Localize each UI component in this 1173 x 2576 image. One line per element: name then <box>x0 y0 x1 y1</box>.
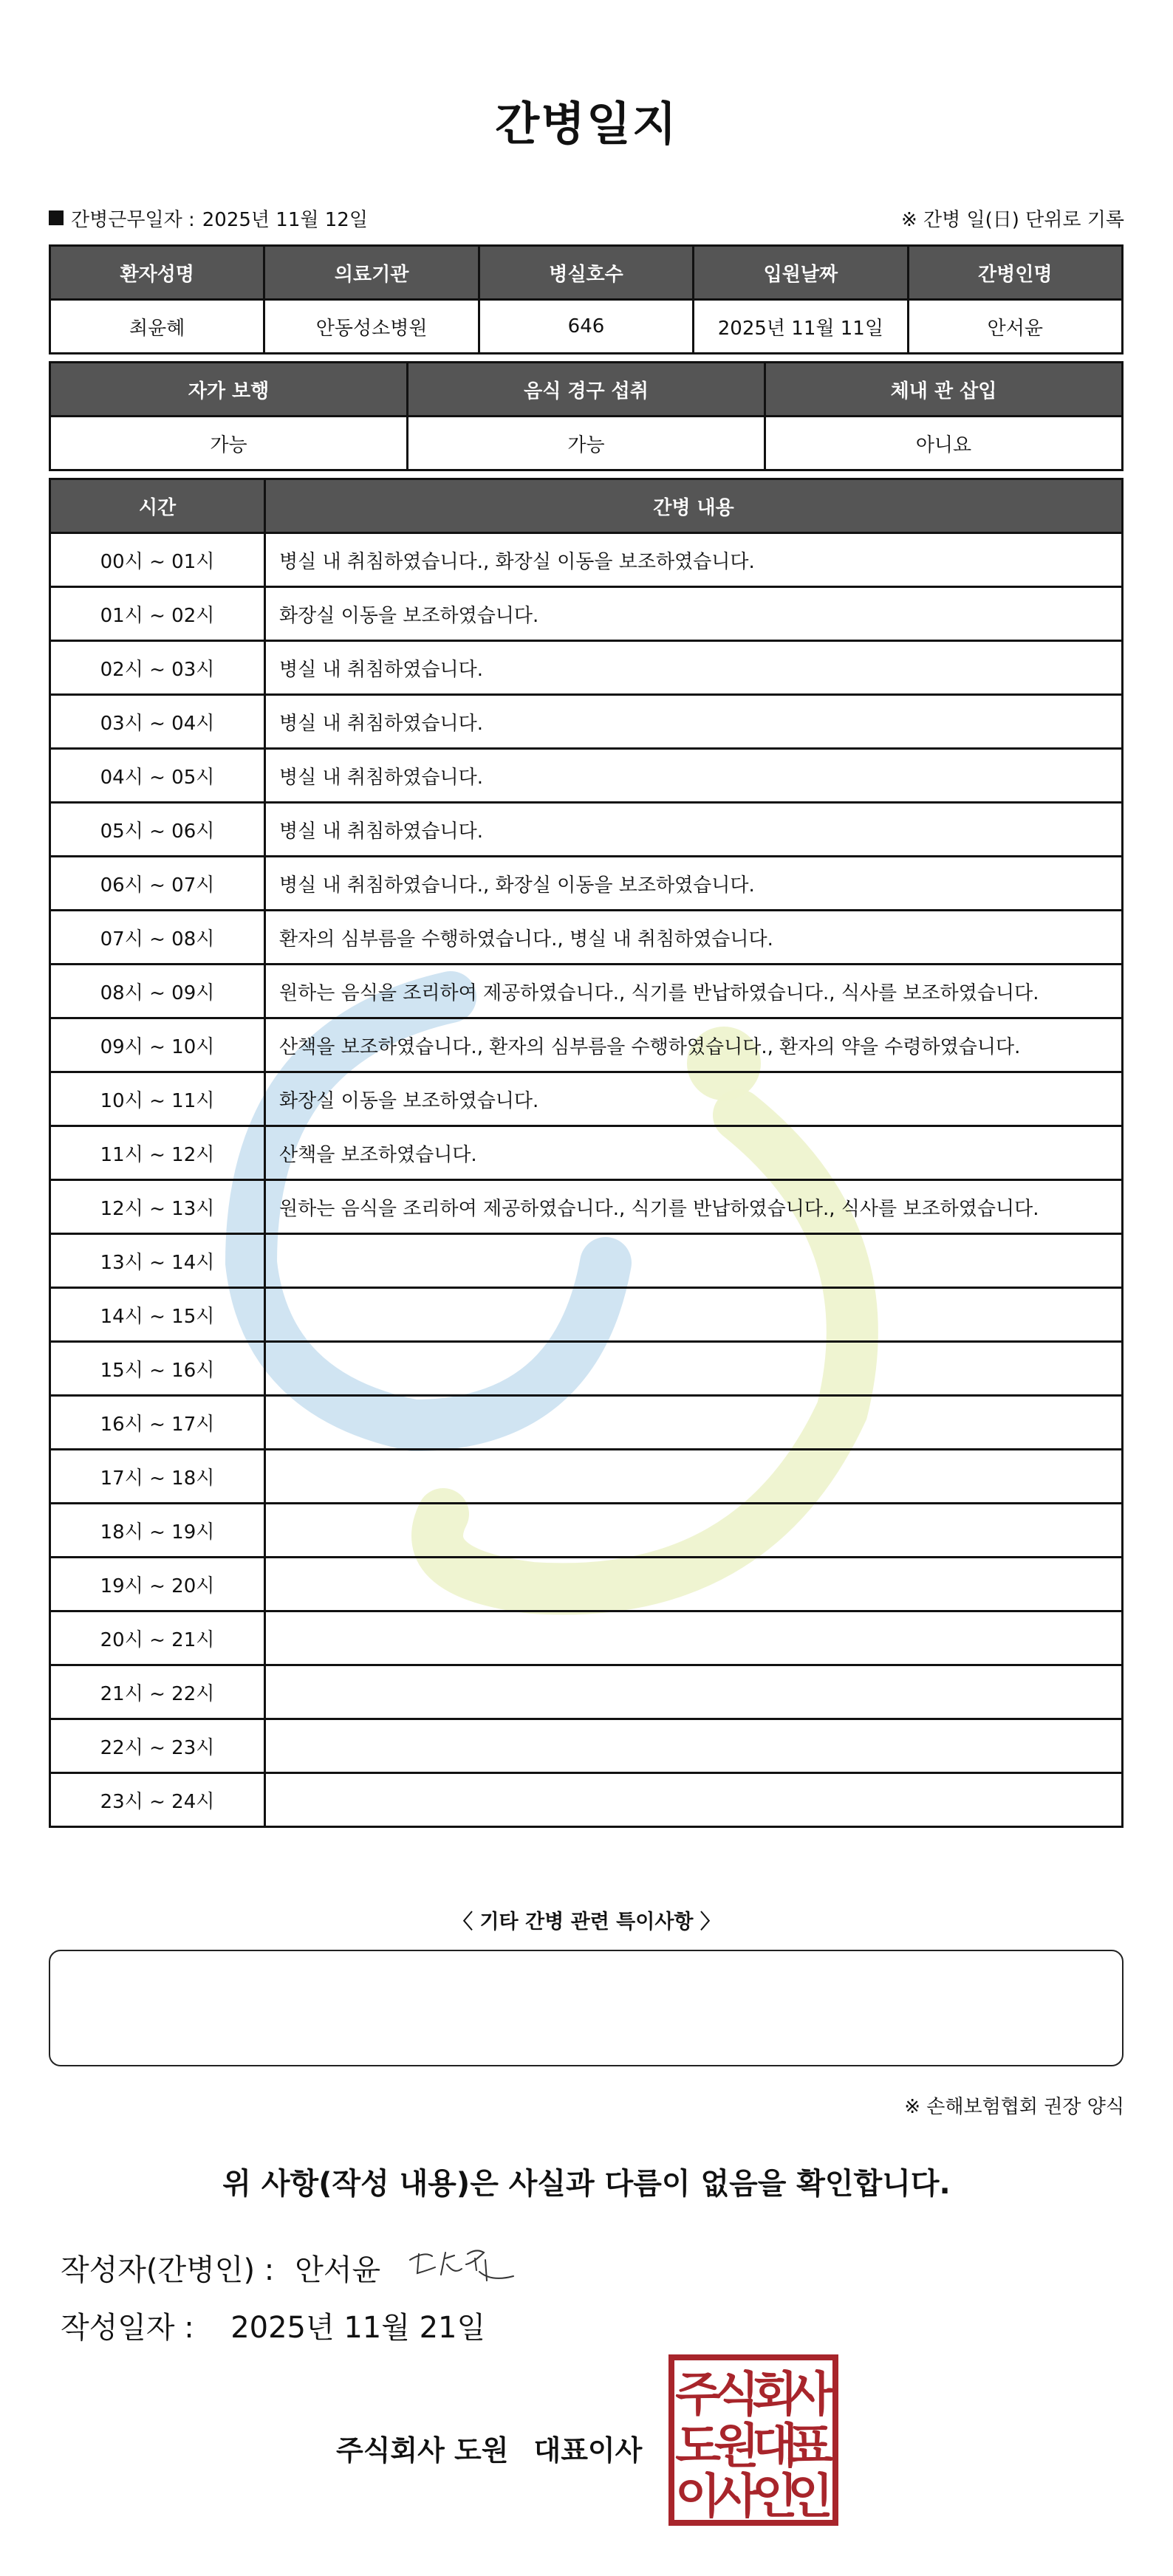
care-content-cell: 환자의 심부름을 수행하였습니다., 병실 내 취침하였습니다. <box>265 911 1123 965</box>
care-log-row <box>50 749 1123 803</box>
care-log-row <box>50 911 1123 965</box>
time-slot-cell: 06시 ~ 07시 <box>50 857 265 911</box>
time-slot-cell: 02시 ~ 03시 <box>50 641 265 695</box>
care-log-row <box>50 1611 1123 1665</box>
care-log-row <box>50 1504 1123 1558</box>
care-log-row <box>50 1180 1123 1234</box>
patient-info-table <box>49 244 1124 354</box>
room-number-value: 646 <box>479 300 693 354</box>
care-log-row <box>50 1072 1123 1126</box>
care-log-row <box>50 695 1123 749</box>
svg-text:인: 인 <box>752 2470 798 2524</box>
time-slot-cell: 22시 ~ 23시 <box>50 1719 265 1773</box>
meta-row <box>49 203 1124 233</box>
care-log-row <box>50 1719 1123 1773</box>
care-content-cell <box>265 1558 1123 1611</box>
care-content-cell <box>265 1450 1123 1504</box>
company-rep-title: 대표이사 <box>533 2434 643 2467</box>
other-notes-title: 〈 기타 간병 관련 특이사항 〉 <box>453 1911 720 1933</box>
care-content-cell <box>265 1773 1123 1827</box>
header-oral-intake: 음식 경구 섭취 <box>408 363 765 417</box>
time-slot-cell: 15시 ~ 16시 <box>50 1342 265 1396</box>
svg-text:대: 대 <box>752 2419 798 2474</box>
care-log-row <box>50 587 1123 641</box>
care-log-row <box>50 1665 1123 1719</box>
care-log-row <box>50 641 1123 695</box>
time-slot-cell: 19시 ~ 20시 <box>50 1558 265 1611</box>
header-hospital: 의료기관 <box>264 246 479 300</box>
care-content-cell: 화장실 이동을 보조하였습니다. <box>265 587 1123 641</box>
svg-text:도: 도 <box>675 2419 721 2474</box>
patient-info-value-row <box>50 300 1123 354</box>
time-slot-cell: 11시 ~ 12시 <box>50 1126 265 1180</box>
time-slot-cell: 14시 ~ 15시 <box>50 1288 265 1342</box>
care-log-row <box>50 1288 1123 1342</box>
company-line <box>336 2428 642 2468</box>
page-title: 간병일지 <box>495 97 678 151</box>
care-content-cell <box>265 1719 1123 1773</box>
tube-insertion-value: 아니요 <box>765 417 1123 470</box>
square-bullet-icon <box>49 210 64 225</box>
time-slot-cell: 08시 ~ 09시 <box>50 965 265 1018</box>
time-slot-cell: 16시 ~ 17시 <box>50 1396 265 1450</box>
walking-value: 가능 <box>50 417 408 470</box>
care-log-table <box>49 478 1124 1828</box>
time-slot-cell: 09시 ~ 10시 <box>50 1018 265 1072</box>
patient-name-value: 최윤혜 <box>50 300 264 354</box>
confirmation-statement: 위 사항(작성 내용)은 사실과 다름이 없음을 확인합니다. <box>222 2167 951 2201</box>
care-content-cell: 산책을 보조하였습니다. <box>265 1126 1123 1180</box>
writer-line <box>61 2238 521 2297</box>
care-content-cell: 산책을 보조하였습니다., 환자의 심부름을 수행하였습니다., 환자의 약을 수령하였습니다. <box>265 1018 1123 1072</box>
svg-text:인: 인 <box>787 2470 833 2524</box>
hospital-value: 안동성소병원 <box>264 300 479 354</box>
time-slot-cell: 21시 ~ 22시 <box>50 1665 265 1719</box>
care-content-cell <box>265 1504 1123 1558</box>
work-date-group <box>49 205 368 232</box>
time-slot-cell: 05시 ~ 06시 <box>50 803 265 857</box>
header-care-content: 간병 내용 <box>265 479 1123 533</box>
care-content-cell: 원하는 음식을 조리하여 제공하였습니다., 식기를 반납하였습니다., 식사를 보조하였습니다. <box>265 965 1123 1018</box>
care-content-cell <box>265 1288 1123 1342</box>
patient-status-header-row <box>50 363 1123 417</box>
caregiver-name-value: 안서윤 <box>908 300 1122 354</box>
time-slot-cell: 01시 ~ 02시 <box>50 587 265 641</box>
svg-text:주: 주 <box>675 2368 721 2422</box>
time-slot-cell: 18시 ~ 19시 <box>50 1504 265 1558</box>
time-slot-cell: 00시 ~ 01시 <box>50 533 265 587</box>
care-content-cell: 병실 내 취침하였습니다. <box>265 803 1123 857</box>
care-log-row <box>50 1234 1123 1288</box>
care-content-cell <box>265 1342 1123 1396</box>
care-content-cell <box>265 1611 1123 1665</box>
time-slot-cell: 20시 ~ 21시 <box>50 1611 265 1665</box>
care-log-body <box>50 533 1123 1827</box>
admission-date-value: 2025년 11월 11일 <box>694 300 908 354</box>
care-content-cell <box>265 1396 1123 1450</box>
care-log-row <box>50 857 1123 911</box>
care-content-cell: 병실 내 취침하였습니다. <box>265 749 1123 803</box>
header-room-number: 병실호수 <box>479 246 693 300</box>
written-date-value: 2025년 11월 21일 <box>230 2311 486 2345</box>
header-patient-name: 환자성명 <box>50 246 264 300</box>
care-content-cell: 화장실 이동을 보조하였습니다. <box>265 1072 1123 1126</box>
care-content-cell: 병실 내 취침하였습니다. <box>265 641 1123 695</box>
care-log-row <box>50 533 1123 587</box>
time-slot-cell: 17시 ~ 18시 <box>50 1450 265 1504</box>
header-caregiver-name: 간병인명 <box>908 246 1122 300</box>
work-date-value: 2025년 11월 12일 <box>202 208 368 231</box>
care-log-header-row <box>50 479 1123 533</box>
company-name: 주식회사 도원 <box>336 2434 509 2467</box>
care-log-row <box>50 1126 1123 1180</box>
time-slot-cell: 07시 ~ 08시 <box>50 911 265 965</box>
header-tube-insertion: 체내 관 삽입 <box>765 363 1123 417</box>
company-seal-stamp <box>668 2354 838 2526</box>
svg-text:원: 원 <box>714 2419 759 2474</box>
patient-info-header-row <box>50 246 1123 300</box>
care-content-cell: 병실 내 취침하였습니다., 화장실 이동을 보조하였습니다. <box>265 857 1123 911</box>
header-walking: 자가 보행 <box>50 363 408 417</box>
svg-text:회: 회 <box>752 2368 798 2422</box>
care-log-row <box>50 1558 1123 1611</box>
patient-status-table <box>49 361 1124 471</box>
patient-status-value-row <box>50 417 1123 470</box>
care-content-cell: 병실 내 취침하였습니다., 화장실 이동을 보조하였습니다. <box>265 533 1123 587</box>
time-slot-cell: 04시 ~ 05시 <box>50 749 265 803</box>
care-log-row <box>50 1018 1123 1072</box>
time-slot-cell: 13시 ~ 14시 <box>50 1234 265 1288</box>
other-notes-box <box>49 1950 1124 2066</box>
care-content-cell <box>265 1665 1123 1719</box>
form-note: ※ 손해보험협회 권장 양식 <box>904 2096 1124 2118</box>
care-content-cell: 병실 내 취침하였습니다. <box>265 695 1123 749</box>
care-content-cell: 원하는 음식을 조리하여 제공하였습니다., 식기를 반납하였습니다., 식사를 보조하였습니다. <box>265 1180 1123 1234</box>
svg-text:표: 표 <box>787 2419 833 2474</box>
svg-text:식: 식 <box>714 2368 759 2422</box>
written-date-line <box>61 2304 485 2346</box>
care-log-row <box>50 803 1123 857</box>
time-slot-cell: 23시 ~ 24시 <box>50 1773 265 1827</box>
writer-label: 작성자(간병인) : <box>61 2253 275 2287</box>
svg-text:사: 사 <box>787 2368 833 2422</box>
care-content-cell <box>265 1234 1123 1288</box>
care-log-row <box>50 1773 1123 1827</box>
header-time: 시간 <box>50 479 265 533</box>
time-slot-cell: 12시 ~ 13시 <box>50 1180 265 1234</box>
svg-text:이: 이 <box>675 2470 721 2524</box>
care-log-row <box>50 1450 1123 1504</box>
svg-text:사: 사 <box>714 2470 759 2524</box>
oral-intake-value: 가능 <box>408 417 765 470</box>
care-log-row <box>50 1342 1123 1396</box>
header-admission-date: 입원날짜 <box>694 246 908 300</box>
writer-name: 안서윤 <box>295 2253 381 2287</box>
time-slot-cell: 03시 ~ 04시 <box>50 695 265 749</box>
care-log-row <box>50 1396 1123 1450</box>
time-slot-cell: 10시 ~ 11시 <box>50 1072 265 1126</box>
care-log-row <box>50 965 1123 1018</box>
handwritten-signature <box>403 2238 521 2297</box>
written-date-label: 작성일자 : <box>61 2311 194 2345</box>
work-date-label: 간병근무일자 : <box>71 208 195 231</box>
unit-note: ※ 간병 일(日) 단위로 기록 <box>900 208 1124 231</box>
